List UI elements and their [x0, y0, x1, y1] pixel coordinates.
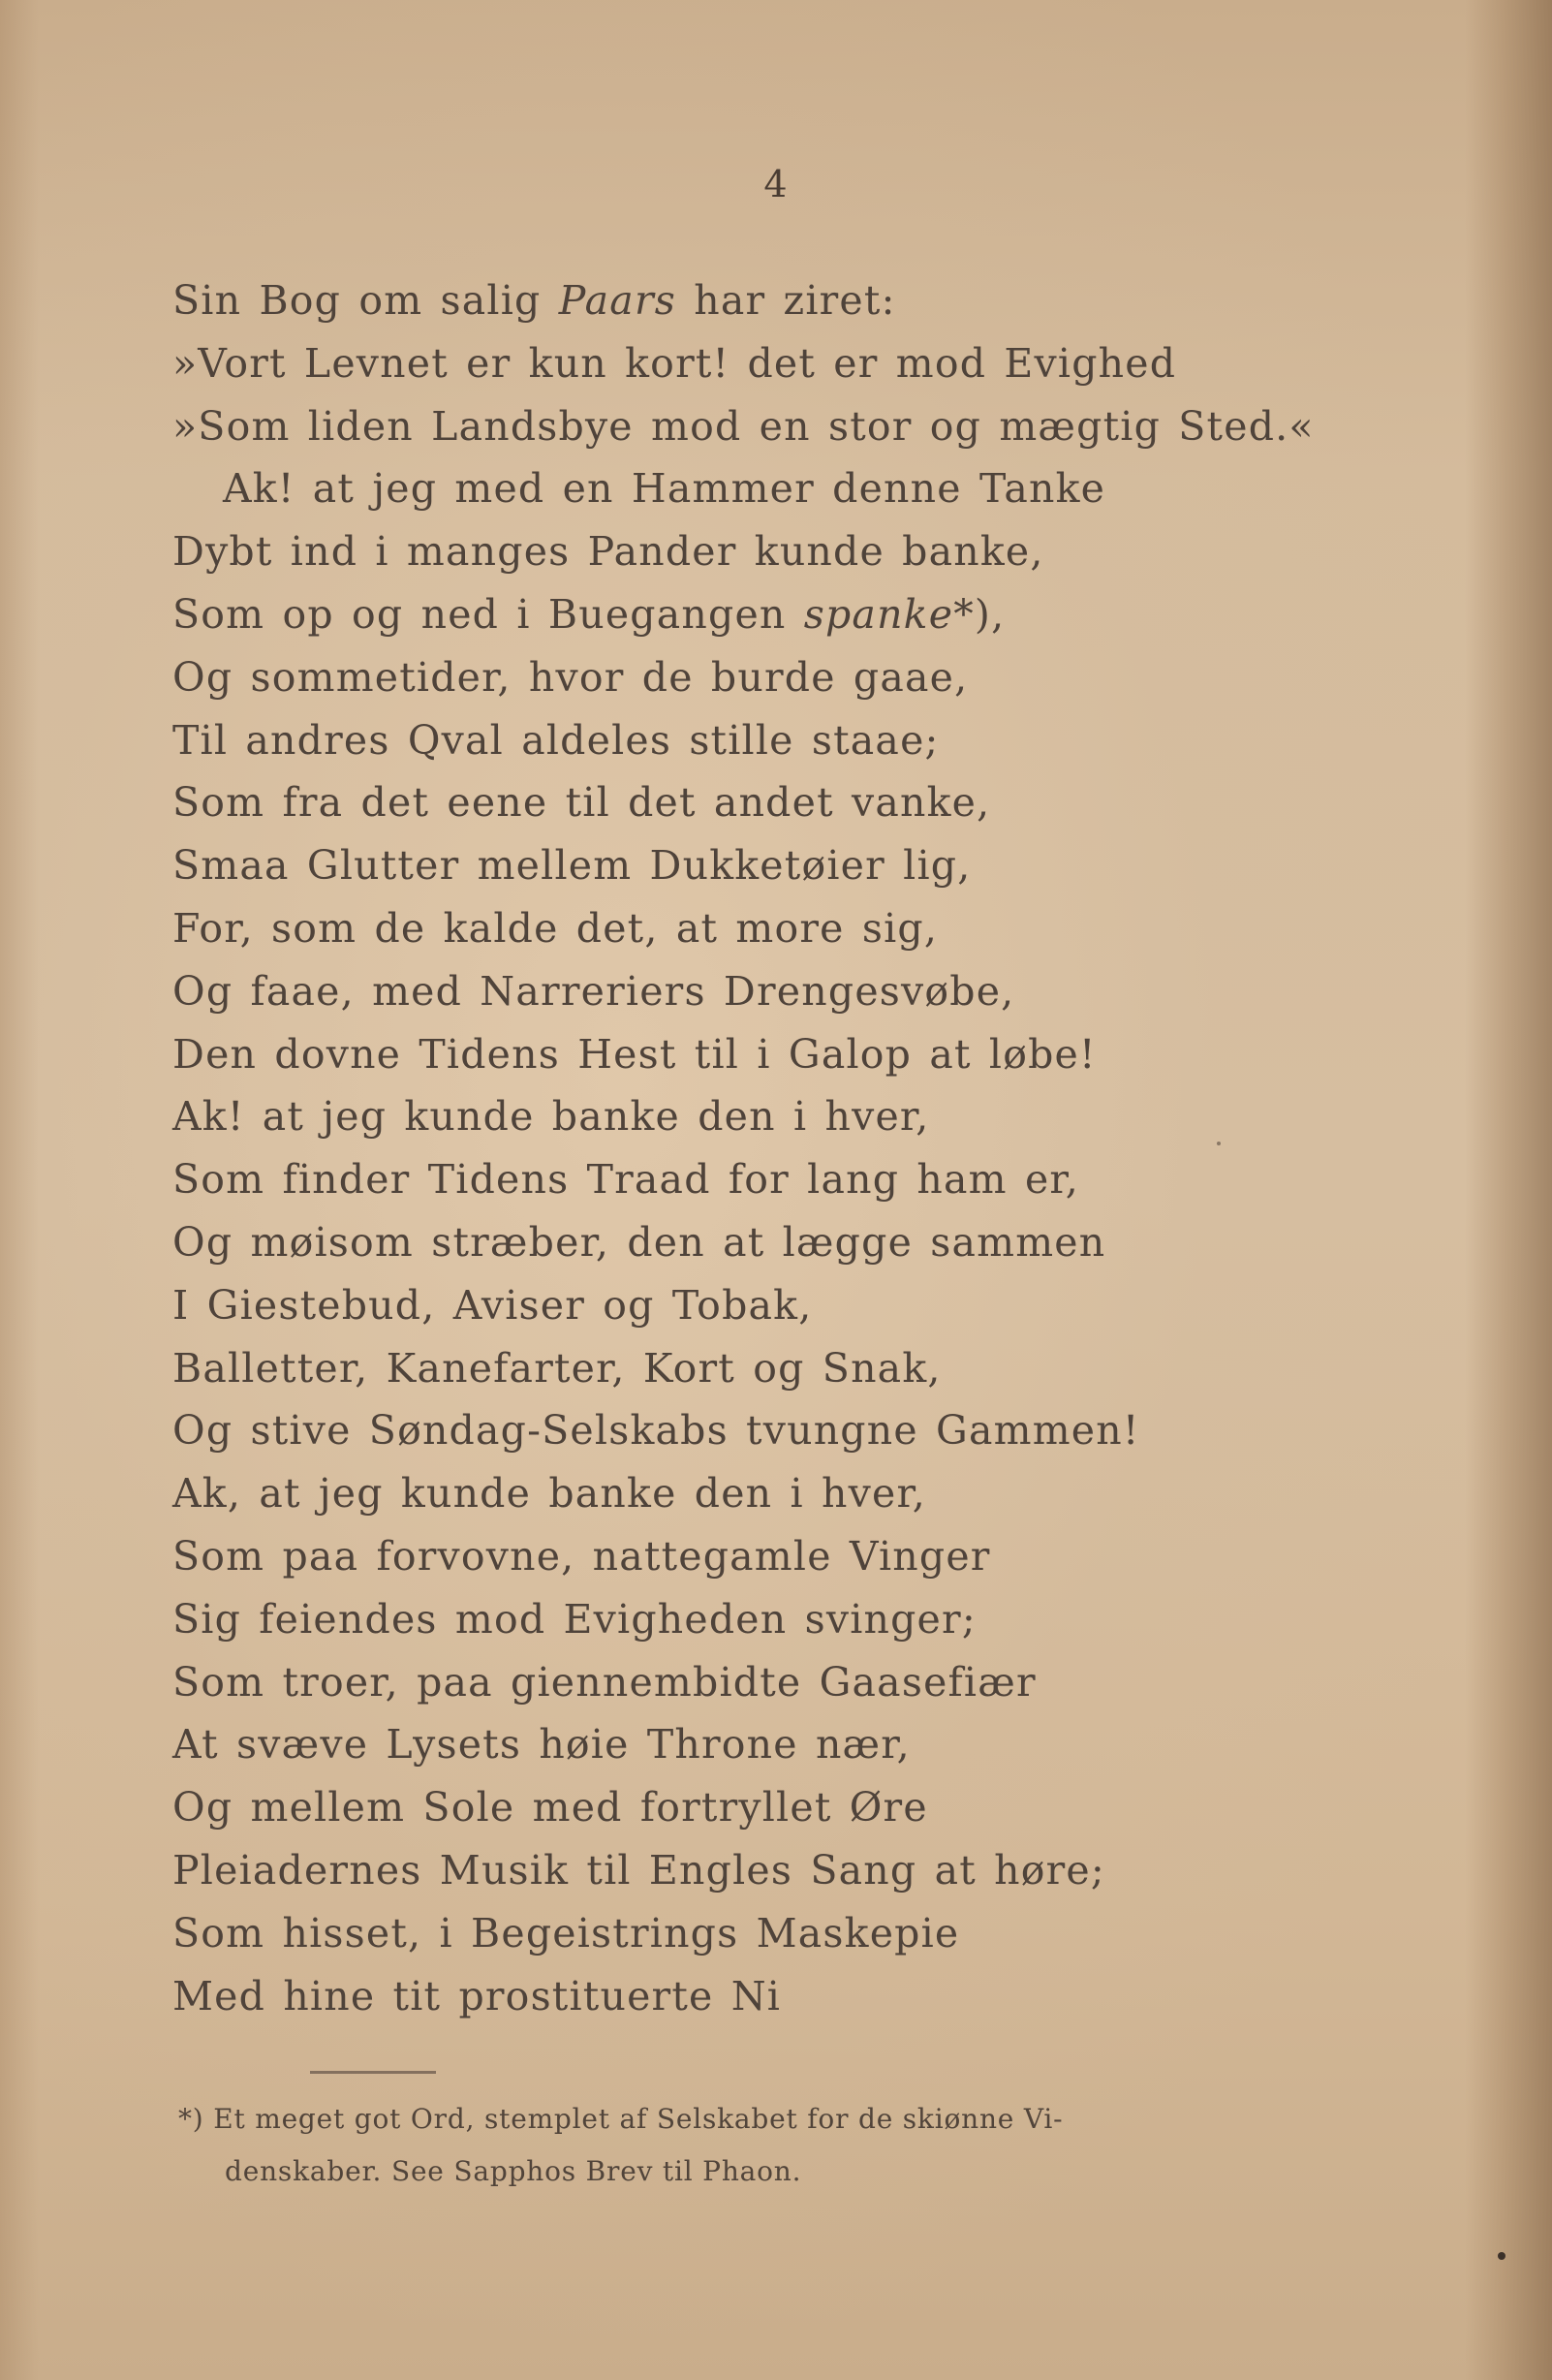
poem-line — [172, 520, 1315, 583]
poem-line-text: Som op og ned i Buegangen — [172, 590, 804, 638]
footnote-line-1: *) Et meget got Ord, stemplet af Selskabet for de skiønne Vi- — [178, 2103, 1064, 2135]
footnote — [178, 2093, 1399, 2198]
poem-line-text: Og stive Søndag-Selskabs tvungne Gammen! — [172, 1407, 1140, 1455]
poem-line — [172, 1211, 1315, 1274]
poem-line — [172, 1902, 1315, 1965]
poem-line — [172, 332, 1315, 395]
poem-line — [172, 1337, 1315, 1400]
poem-line-text: Som fra det eene til det andet vanke, — [172, 779, 991, 827]
poem-line — [172, 1525, 1315, 1588]
poem-line — [172, 1085, 1315, 1148]
poem-line — [172, 1023, 1315, 1086]
page-number: 4 — [763, 163, 789, 205]
poem-line — [172, 1588, 1315, 1651]
poem-line-text: Ak, at jeg kunde banke den i hver, — [172, 1470, 927, 1518]
poem-line-text: Dybt ind i manges Pander kunde banke, — [172, 528, 1044, 576]
poem-line-text: Balletter, Kanefarter, Kort og Snak, — [172, 1344, 942, 1392]
poem-text — [172, 269, 1315, 2027]
poem-line-text: Som troer, paa giennembidte Gaasefiær — [172, 1658, 1037, 1706]
poem-line-text: Ak! at jeg kunde banke den i hver, — [172, 1093, 930, 1141]
poem-line — [172, 771, 1315, 834]
poem-line-text: I Giestebud, Aviser og Tobak, — [172, 1281, 813, 1329]
poem-line-text: Som hisset, i Begeistrings Maskepie — [172, 1909, 960, 1957]
poem-line — [172, 1776, 1315, 1839]
poem-line-text: Og mellem Sole med fortryllet Øre — [172, 1784, 928, 1832]
poem-line — [172, 1148, 1315, 1211]
poem-line-text: Og sommetider, hvor de burde gaae, — [172, 653, 969, 701]
poem-line — [172, 897, 1315, 960]
footnote-separator — [310, 2071, 436, 2074]
poem-line-text: Til andres Qval aldeles stille staae; — [172, 716, 940, 764]
poem-line-text: Og møisom stræber, den at lægge sammen — [172, 1218, 1106, 1266]
poem-line-tail: ), — [974, 590, 1006, 638]
ink-speck — [1498, 2252, 1505, 2260]
poem-line — [172, 1965, 1315, 2028]
poem-line-text: Som paa forvovne, nattegamle Vinger — [172, 1532, 991, 1580]
poem-line-text: »Som liden Landsbye mod en stor og mægtig Sted.« — [172, 402, 1315, 450]
poem-line-text: Og faae, med Narreriers Drengesvøbe, — [172, 967, 1015, 1015]
poem-line-text: Sin Bog om salig — [172, 277, 559, 324]
poem-line-text: Med hine tit prostituerte Ni — [172, 1972, 782, 2020]
poem-line-text: Pleiadernes Musik til Engles Sang at høre; — [172, 1846, 1105, 1894]
poem-line-text: Sig feiendes mod Evigheden svinger; — [172, 1595, 977, 1643]
ink-speck — [1217, 1142, 1221, 1145]
poem-line — [172, 395, 1315, 458]
poem-line — [172, 709, 1315, 772]
poem-line-italic: spanke* — [803, 590, 975, 638]
page-left-edge — [0, 0, 39, 2380]
poem-line-italic: Paars — [558, 277, 676, 324]
poem-line — [172, 646, 1315, 709]
poem-line — [172, 1839, 1315, 1902]
poem-line-text: Som finder Tidens Traad for lang ham er, — [172, 1156, 1079, 1204]
poem-line-text: At svæve Lysets høie Throne nær, — [172, 1721, 911, 1769]
poem-line — [172, 1651, 1315, 1714]
poem-line — [172, 269, 1315, 332]
poem-line — [172, 960, 1315, 1023]
poem-line — [172, 1274, 1315, 1337]
footnote-line-2: denskaber. See Sapphos Brev til Phaon. — [225, 2155, 802, 2187]
page-spine-shadow — [1465, 0, 1552, 2380]
poem-line — [172, 834, 1315, 897]
poem-line-text: Smaa Glutter mellem Dukketøier lig, — [172, 842, 972, 890]
poem-line — [172, 1713, 1315, 1776]
poem-line — [172, 583, 1315, 646]
poem-line-text: Den dovne Tidens Hest til i Galop at løbe! — [172, 1030, 1097, 1078]
poem-line-tail: har ziret: — [676, 277, 896, 324]
poem-line — [172, 1399, 1315, 1462]
poem-line — [172, 1462, 1315, 1525]
poem-line — [172, 457, 1315, 520]
poem-line-text: For, som de kalde det, at more sig, — [172, 904, 939, 952]
poem-line-text: »Vort Levnet er kun kort! det er mod Evighed — [172, 339, 1177, 387]
poem-line-text: Ak! at jeg med en Hammer denne Tanke — [223, 465, 1106, 513]
